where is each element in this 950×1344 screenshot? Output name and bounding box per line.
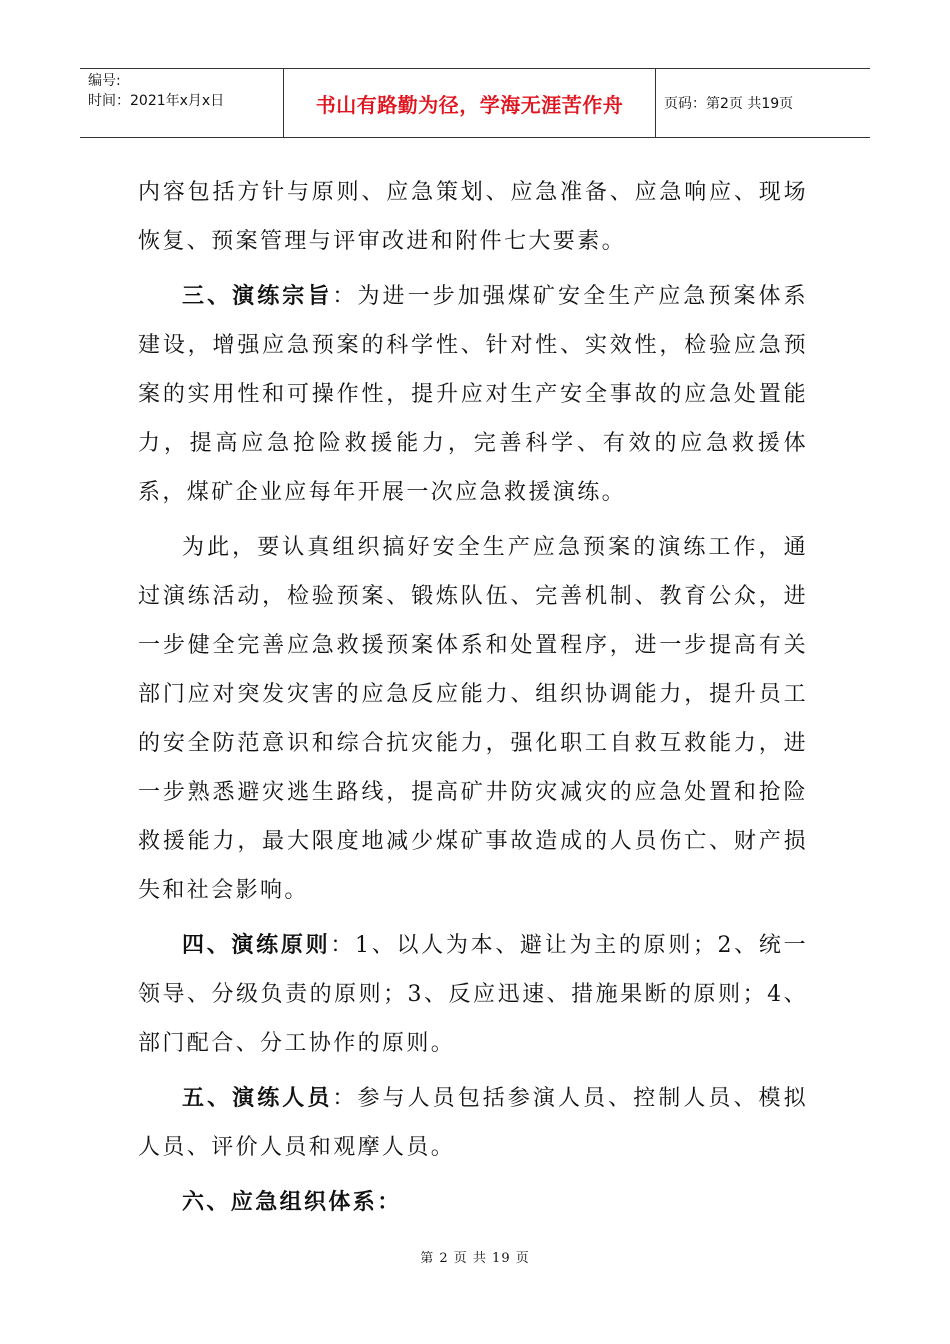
section-heading-purpose: 三、演练宗旨 <box>182 283 333 309</box>
header-table <box>80 68 870 138</box>
header-page-cell <box>656 69 870 137</box>
paragraph-1: 内容包括方针与原则、应急策划、应急准备、应急响应、现场恢复、预案管理与评审改进和附件七大要素。 <box>138 180 808 254</box>
section-heading-principles: 四、演练原则 <box>182 932 331 958</box>
section-text-personnel: ：参与人员包括参演人员、控制人员、模拟人员、评价人员和观摩人员。 <box>138 1086 808 1160</box>
header-meta-cell <box>80 69 284 137</box>
section-heading-organization: 六、应急组织体系： <box>182 1189 402 1215</box>
footer-page-number: 第 2 页 共 19 页 <box>420 1251 530 1266</box>
code-label: 编号: <box>88 73 121 89</box>
section-text-principles: ：1、以人为本、避让为主的原则；2、统一领导、分级负责的原则；3、反应迅速、措施果断的原则；4、部门配合、分工协作的原则。 <box>138 933 809 1056</box>
section-text-purpose: ：为进一步加强煤矿安全生产应急预案体系建设，增强应急预案的科学性、针对性、实效性，检验应急预案的实用性和可操作性，提升应对生产安全事故的应急处置能力，提高应急抢险救援能力，完善科学、有效的应急救援体系，煤矿企业应每年开展一次应急救援演练。 <box>138 284 808 505</box>
paragraph-3: 为此，要认真组织搞好安全生产应急预案的演练工作，通过演练活动，检验预案、锻炼队伍、完善机制、教育公众，进一步健全完善应急救援预案体系和处置程序，进一步提高有关部门应对突发灾害的应急反应能力、组织协调能力，提升员工的安全防范意识和综合抗灾能力，强化职工自救互救能力，进一步熟悉避灾逃生路线，提高矿井防灾减灾的应急处置和抢险救援能力，最大限度地减少煤矿事故造成的人员伤亡、财产损失和社会影响。 <box>138 535 808 903</box>
page-info: 页码：第2页 共19页 <box>664 96 794 112</box>
time-label: 时间：2021年x月x日 <box>88 93 225 109</box>
motto-text: 书山有路勤为径，学海无涯苦作舟 <box>315 92 624 117</box>
document-body <box>138 168 808 1227</box>
header-motto-cell <box>284 69 656 137</box>
paragraph-personnel <box>138 1074 808 1172</box>
paragraph-purpose <box>138 272 808 517</box>
page-footer <box>0 1247 950 1266</box>
section-heading-personnel: 五、演练人员 <box>182 1085 333 1111</box>
paragraph-principles <box>138 921 808 1068</box>
